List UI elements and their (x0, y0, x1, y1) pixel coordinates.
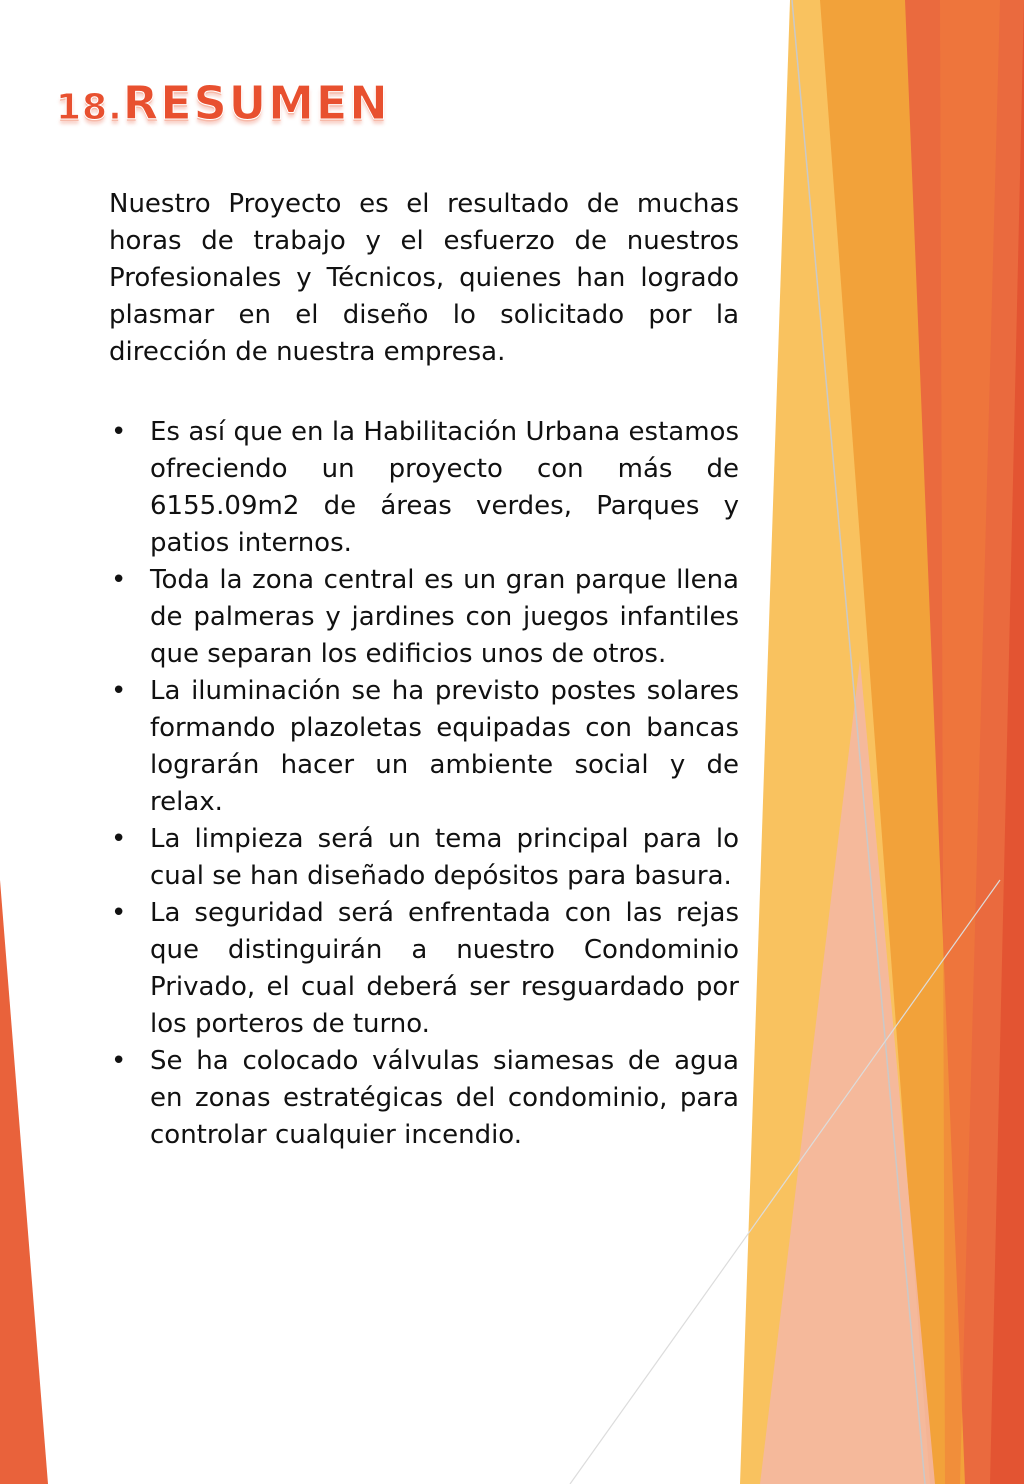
bullet-icon: • (111, 565, 127, 595)
list-item (109, 895, 739, 1043)
summary-content (109, 186, 739, 1154)
list-item-text: Se ha colocado válvulas siamesas de agua en zonas estratégicas del condominio, para controlar cualquier incendio. (150, 1046, 739, 1150)
list-item (109, 562, 739, 673)
bullet-icon: • (111, 898, 127, 928)
bullet-icon: • (111, 824, 127, 854)
bullet-icon: • (111, 676, 127, 706)
bullet-icon: • (111, 417, 127, 447)
list-item-text: La iluminación se ha previsto postes solares formando plazoletas equipadas con bancas lograrán hacer un ambiente social y de relax. (150, 676, 739, 817)
list-item (109, 1043, 739, 1154)
list-item-text: La seguridad será enfrentada con las rejas que distinguirán a nuestro Condominio Privado, el cual deberá ser resguardado por los porteros de turno. (150, 898, 739, 1039)
bullet-list (109, 414, 739, 1154)
list-item (109, 414, 739, 562)
list-item-text: Toda la zona central es un gran parque llena de palmeras y jardines con juegos infantiles que separan los edificios unos de otros. (150, 565, 739, 669)
page-title (56, 76, 390, 130)
bullet-icon: • (111, 1046, 127, 1076)
left-edge-shape (0, 880, 48, 1484)
intro-paragraph: Nuestro Proyecto es el resultado de muchas horas de trabajo y el esfuerzo de nuestros Profesionales y Técnicos, quienes han logrado plasmar en el diseño lo solicitado por la dirección de nuestra empresa. (109, 189, 739, 367)
list-item (109, 673, 739, 821)
list-item-text: La limpieza será un tema principal para lo cual se han diseñado depósitos para basura. (150, 824, 739, 891)
list-item (109, 821, 739, 895)
title-number: 18. (56, 87, 123, 128)
title-word: RESUMEN (122, 76, 390, 130)
list-item-text: Es así que en la Habilitación Urbana estamos ofreciendo un proyecto con más de 6155.09m2 de áreas verdes, Parques y patios internos. (150, 417, 739, 558)
